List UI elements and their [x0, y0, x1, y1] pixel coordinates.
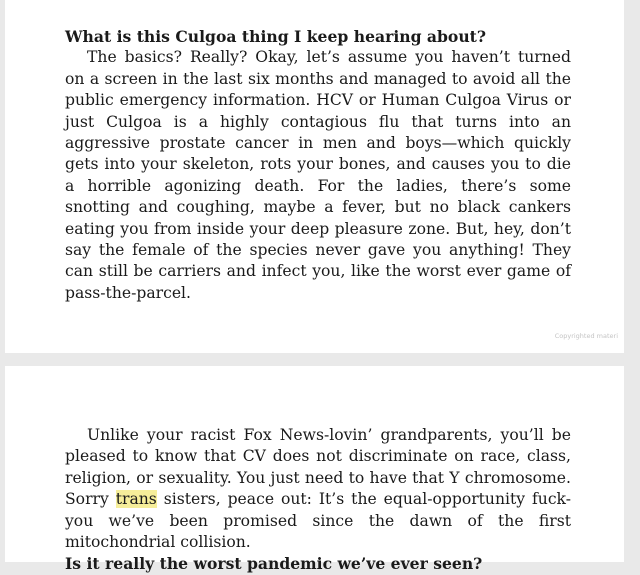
copyright-watermark: Copyrighted materi: [554, 332, 618, 340]
paragraph-text-end: sisters, peace out: It’s the equal-opportunity fuck-you we’ve been promised since the dawn of the first mitochondrial collision.: [65, 490, 571, 552]
body-paragraph: [65, 425, 571, 553]
book-page-top: [5, 0, 624, 353]
page-text-block: [65, 425, 571, 575]
book-page-bottom: [5, 366, 624, 574]
next-section-heading: Is it really the worst pandemic we’ve ever seen?: [65, 554, 483, 574]
page-text-block: [65, 26, 571, 304]
section-heading: What is this Culgoa thing I keep hearing about?: [65, 27, 486, 46]
highlighted-word[interactable]: trans: [115, 490, 157, 509]
body-paragraph: The basics? Really? Okay, let’s assume you haven’t turned on a screen in the last six months and managed to avoid all the public emergency information. HCV or Human Culgoa Virus or just Culgoa is a highly contagious flu that turns into an aggressive prostate cancer in men and boys—which quickly gets into your skeleton, rots your bones, and causes you to die a horrible agonizing death. For the ladies, there’s some snotting and coughing, maybe a fever, but no black cankers eating you from inside your deep pleasure zone. But, hey, don’t say the female of the species never gave you anything! They can still be carriers and infect you, like the worst ever game of pass-the-parcel.: [65, 48, 571, 302]
paragraph-text-start: Unlike your racist Fox News-lovin’ grandparents, you’ll be pleased to know that CV does not discriminate on race, class, religion, or sexuality. You just need to have that Y chromosome. Sorry: [65, 426, 571, 509]
